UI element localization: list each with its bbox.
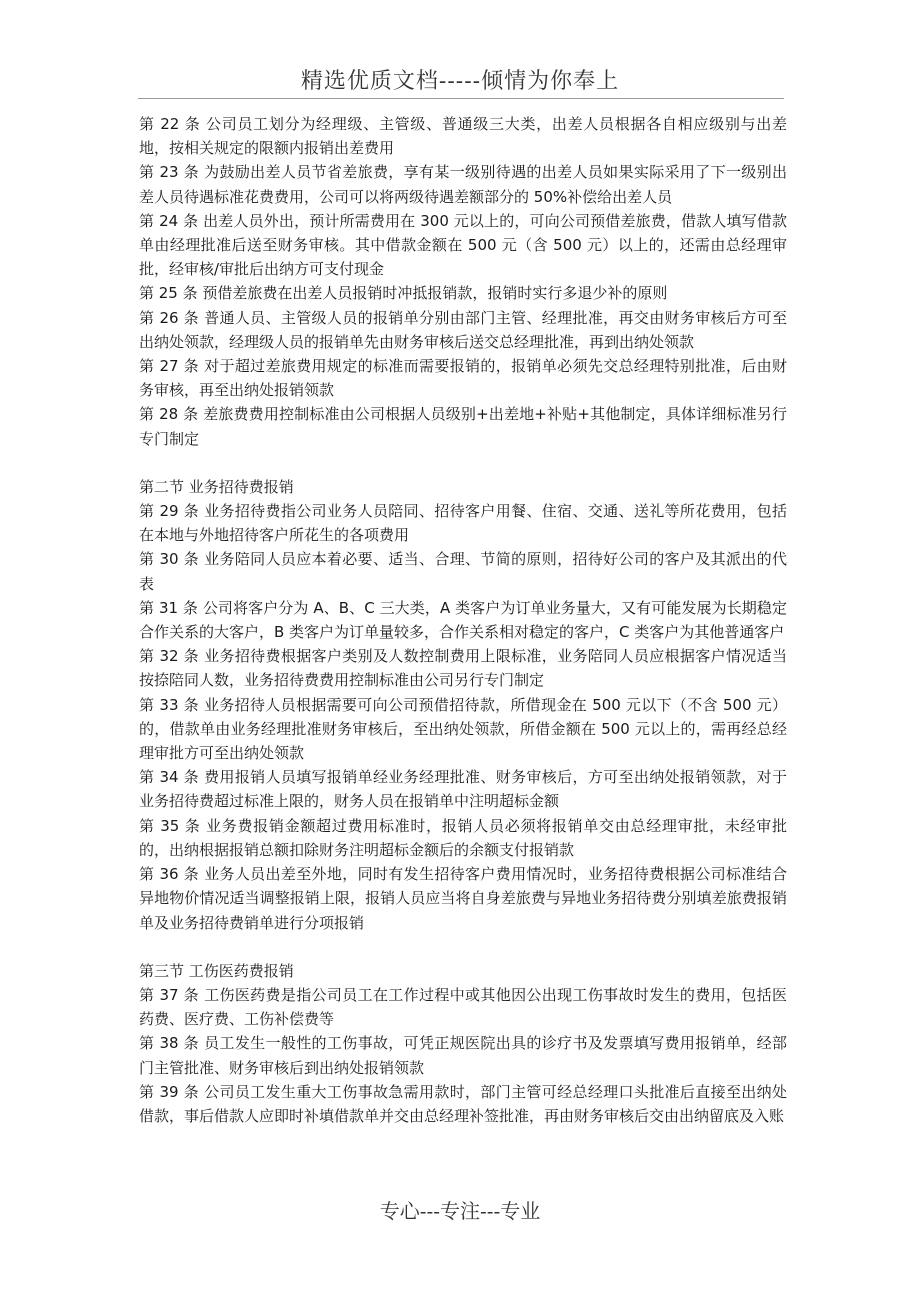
section-title-entertainment: 第二节 业务招待费报销 <box>139 477 294 496</box>
article-25: 第 25 条 预借差旅费在出差人员报销时冲抵报销款，报销时实行多退少补的原则 <box>139 284 668 303</box>
article-23: 第 23 条 为鼓励出差人员节省差旅费，享有某一级别待遇的出差人员如果实际采用了下一级别出差人员待遇标准花费费用，公司可以将两级待遇差额部分的 50%补偿给出差人员 <box>139 163 787 206</box>
article-24: 第 24 条 出差人员外出，预计所需费用在 300 元以上的，可向公司预借差旅费，借款人填写借款单由经理批准后送至财务审核。其中借款金额在 500 元（含 500 元）以上的，还需由总经理审批，经审核/审批后出纳方可支付现金 <box>139 211 787 279</box>
article-34: 第 34 条 费用报销人员填写报销单经业务经理批准、财务审核后，方可至出纳处报销领款，对于业务招待费超过标准上限的，财务人员在报销单中注明超标金额 <box>139 768 787 811</box>
article-26: 第 26 条 普通人员、主管级人员的报销单分别由部门主管、经理批准，再交由财务审核后方可至出纳处领款，经理级人员的报销单先由财务审核后送交总经理批准，再到出纳处领款 <box>139 308 787 351</box>
article-27: 第 27 条 对于超过差旅费用规定的标准而需要报销的，报销单必须先交总经理特别批准，后由财务审核，再至出纳处报销领款 <box>139 357 787 400</box>
page-footer: 专心---专注---专业 <box>379 1199 541 1223</box>
section-title-work-injury: 第三节 工伤医药费报销 <box>139 961 294 980</box>
page-header: 精选优质文档-----倾情为你奉上 <box>300 69 620 94</box>
article-38: 第 38 条 员工发生一般性的工伤事故，可凭正规医院出具的诊疗书及发票填写费用报销单，经部门主管批准、财务审核后到出纳处报销领款 <box>139 1034 787 1077</box>
article-29: 第 29 条 业务招待费指公司业务人员陪同、招待客户用餐、住宿、交通、送礼等所花费用，包括在本地与外地招待客户所花生的各项费用 <box>139 502 787 545</box>
article-36: 第 36 条 业务人员出差至外地，同时有发生招待客户费用情况时，业务招待费根据公司标准结合异地物价情况适当调整报销上限，报销人员应当将自身差旅费与异地业务招待费分别填差旅费报销单及业务招待费销单进行分项报销 <box>139 865 787 932</box>
article-37: 第 37 条 工伤医药费是指公司员工在工作过程中或其他因公出现工伤事故时发生的费用，包括医药费、医疗费、工伤补偿费等 <box>139 985 787 1029</box>
article-35: 第 35 条 业务费报销金额超过费用标准时，报销人员必须将报销单交由总经理审批，未经审批的，出纳根据报销总额扣除财务注明超标金额后的余额支付报销款 <box>139 816 787 859</box>
article-39: 第 39 条 公司员工发生重大工伤事故急需用款时，部门主管可经总经理口头批准后直接至出纳处借款，事后借款人应即时补填借款单并交由总经理补签批准，再由财务审核后交由出纳留底及入账 <box>139 1082 787 1125</box>
article-31: 第 31 条 公司将客户分为 A、B、C 三大类，A 类客户为订单业务量大，又有可能发展为长期稳定合作关系的大客户，B 类客户为订单量较多，合作关系相对稳定的客户，C 类客户为其他普通客户 <box>139 598 787 642</box>
article-30: 第 30 条 业务陪同人员应本着必要、适当、合理、节简的原则，招待好公司的客户及其派出的代表 <box>139 550 787 593</box>
article-33: 第 33 条 业务招待人员根据需要可向公司预借招待款，所借现金在 500 元以下（不含 500 元）的，借款单由业务经理批准财务审核后，至出纳处领款，所借金额在 500 元以上的，需再经总经理审批方可至出纳处领款 <box>139 695 787 763</box>
article-28: 第 28 条 差旅费费用控制标准由公司根据人员级别+出差地+补贴+其他制定，具体详细标准另行专门制定 <box>139 405 787 448</box>
document-body <box>139 112 787 1128</box>
article-22: 第 22 条 公司员工划分为经理级、主管级、普通级三大类，出差人员根据各自相应级别与出差地，按相关规定的限额内报销出差费用 <box>139 115 787 158</box>
article-32: 第 32 条 业务招待费根据客户类别及人数控制费用上限标准，业务陪同人员应根据客户情况适当按捺陪同人数，业务招待费费用控制标准由公司另行专门制定 <box>139 647 787 690</box>
header-divider <box>138 98 784 99</box>
